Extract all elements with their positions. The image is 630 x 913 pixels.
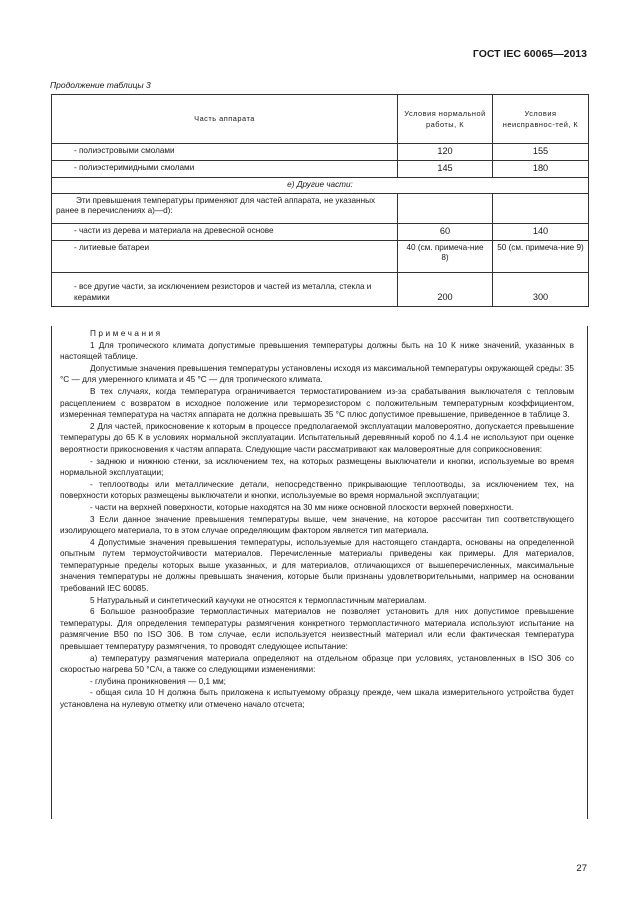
table-row — [52, 240, 589, 272]
section-e-heading: е) Другие части: — [52, 178, 589, 194]
row-normal: 200 — [398, 272, 493, 306]
notes-title: Примечания — [90, 329, 163, 338]
row-fault: 180 — [493, 161, 589, 178]
note-paragraph: 4 Допустимые значения превышения температуры, используемые для настоящего стандарта, основаны на определенной опытным путем термоустойчивости материалов. Перечисленные материалы приведены как примеры. Для материалов, температурные пределы которых выше указанных, и для материалов, отличающихся от вышеперечисленных, максимальные значения температуры не должны превышать значения, которые были признаны удовлетворительными, например на основании требований IEC 60085. — [60, 537, 574, 594]
note-paragraph: - заднюю и нижнюю стенки, за исключением тех, на которых размещены выключатели и кнопки, используемые во время нормальной эксплуатации; — [60, 456, 574, 478]
row-name: - все другие части, за исключением резисторов и частей из металла, стекла и керамики — [52, 272, 398, 306]
col-fault-header: Условия неисправнос-тей, К — [493, 95, 589, 144]
note-paragraph: 6 Большое разнообразие термопластичных материалов не позволяет установить для них допустимое превышение температуры. Для определения температуры размягчения конкретного термопластичного материала используют испытание на размягчение В50 по ISO 306. В том случае, если используется неизвестный материал или если фактическая температура превышает температуру размягчения, то проводят следующее испытание: — [60, 607, 574, 652]
note-paragraph: 3 Если данное значение превышения температуры выше, чем значение, на которое рассчитан тип соответствующего изолирующего материала, то в этом случае определяющим фактором является тип материала. — [60, 514, 574, 536]
row-fault: 300 — [493, 272, 589, 306]
row-normal: 60 — [398, 223, 493, 240]
empty-cell — [493, 193, 589, 223]
table-row — [52, 161, 589, 178]
table-row — [52, 272, 589, 306]
note-paragraph: Допустимые значения превышения температуры установлены исходя из максимальной температуры окружающей среды: 35 °С — для умеренного климата и 45 °С — для тропического климата. — [60, 363, 574, 385]
table-row — [52, 144, 589, 161]
other-intro: Эти превышения температуры применяют для частей аппарата, не указанных ранее в перечислениях а)—d): — [52, 193, 398, 223]
row-name: - полиэстеримидными смолами — [52, 161, 398, 178]
standard-header: ГОСТ IEC 60065—2013 — [472, 48, 587, 60]
col-normal-header: Условия нормальной работы, К — [398, 95, 493, 144]
row-normal: 145 — [398, 161, 493, 178]
row-name: - части из дерева и материала на древесной основе — [52, 223, 398, 240]
row-fault: 140 — [493, 223, 589, 240]
temperature-table — [51, 94, 589, 307]
row-fault: 50 (см. примеча-ние 9) — [493, 240, 589, 272]
row-normal: 120 — [398, 144, 493, 161]
notes-block — [51, 326, 588, 819]
empty-cell — [398, 193, 493, 223]
table-caption: Продолжение таблицы 3 — [50, 80, 151, 90]
note-paragraph: а) температуру размягчения материала определяют на отдельном образце при условиях, установленных в ISO 306 со скоростью нагрева 50 °С/ч, а также со следующими изменениями: — [60, 653, 574, 675]
section-row — [52, 178, 589, 194]
note-paragraph: - глубина проникновения — 0,1 мм; — [90, 676, 226, 686]
note-paragraph: 5 Натуральный и синтетический каучуки не относятся к термопластичным материалам. — [90, 595, 427, 605]
col-part-header: Часть аппарата — [52, 95, 398, 144]
table-row — [52, 193, 589, 223]
note-paragraph: В тех случаях, когда температура ограничивается термостатированием из-за срабатывания выключателя с тепловым расцеплением с возвратом в исходное положение или терморезистором с положительным температурным коэффициентом, измеренная температура на частях аппарата не должна превышать 35 °С плюс допустимое превышение, приведенное в таблице 3. — [60, 386, 574, 420]
note-paragraph: - теплоотводы или металлические детали, непосредственно прикрывающие теплоотводы, за исключением тех, на поверхности которых размещены выключатели и кнопки, используемые во время нормальной эксплуатации; — [60, 479, 574, 501]
row-normal: 40 (см. примеча-ние 8) — [398, 240, 493, 272]
row-fault: 155 — [493, 144, 589, 161]
note-paragraph: - общая сила 10 Н должна быть приложена к испытуемому образцу прежде, чем шкала измерительного устройства будет установлена на нулевую отметку или отмечено начало отсчета; — [60, 688, 574, 709]
note-paragraph: 2 Для частей, прикосновение к которым в процессе предполагаемой эксплуатации маловероятно, допускается превышение температуры до 65 К в условиях нормальной эксплуатации. Испытательный деревянный короб по 4.1.4 не используют при оценке вероятности прикосновения к частям аппарата. Следующие части рассматривают как маловероятные для соприкосновения: — [60, 421, 574, 454]
table-row — [52, 223, 589, 240]
note-paragraph: 1 Для тропического климата допустимые превышения температуры должны быть на 10 К ниже значений, указанных в настоящей таблице. — [60, 340, 574, 362]
page-number: 27 — [576, 863, 587, 874]
row-name: - литиевые батареи — [52, 240, 398, 272]
note-paragraph: - части на верхней поверхности, которые находятся на 30 мм ниже основной плоскости верхней поверхности. — [90, 502, 514, 512]
table-header-row — [52, 95, 589, 144]
row-name: - полиэстровыми смолами — [52, 144, 398, 161]
